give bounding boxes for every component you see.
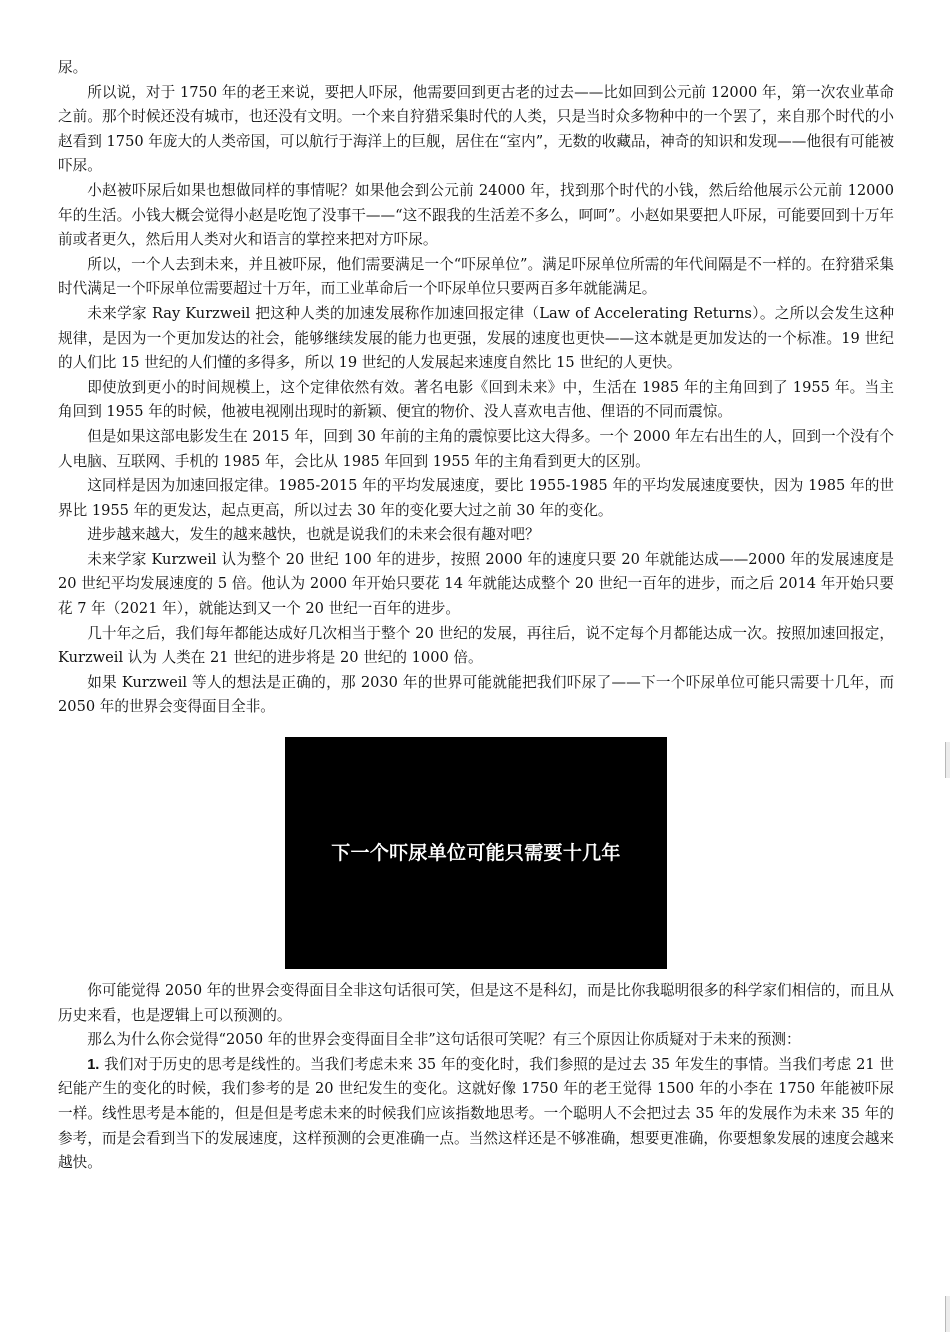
paragraph: 所以，一个人去到未来，并且被吓尿，他们需要满足一个“吓尿单位”。满足吓尿单位所需的年代间隔是不一样的。在狩猎采集时代满足一个吓尿单位需要超过十万年，而工业革命后一个吓尿单位只要两百多年就能满足。 bbox=[58, 255, 894, 298]
numbered-point bbox=[58, 1053, 894, 1176]
figure-image bbox=[285, 737, 667, 969]
document-page bbox=[58, 56, 894, 1176]
paragraph: 那么为什么你会觉得“2050 年的世界会变得面目全非”这句话很可笑呢？有三个原因让你质疑对于未来的预测： bbox=[87, 1031, 801, 1049]
page-edge-mark bbox=[945, 742, 950, 778]
paragraph: 进步越来越大，发生的越来越快，也就是说我们的未来会很有趣对吧？ bbox=[87, 526, 540, 544]
paragraph: 如果 Kurzweil 等人的想法是正确的，那 2030 年的世界可能就能把我们吓尿了——下一个吓尿单位可能只需要十几年，而 2050 年的世界会变得面目全非。 bbox=[58, 673, 894, 716]
point-number: 1. bbox=[87, 1056, 100, 1073]
paragraph: 即使放到更小的时间规模上，这个定律依然有效。著名电影《回到未来》中，生活在 1985 年的主角回到了 1955 年。当主角回到 1955 年的时候，他被电视刚出现时的新颖、便宜的物价、没人喜欢电吉他、俚语的不同而震惊。 bbox=[58, 378, 894, 421]
paragraph: 但是如果这部电影发生在 2015 年，回到 30 年前的主角的震惊要比这大得多。一个 2000 年左右出生的人，回到一个没有个人电脑、互联网、手机的 1985 年，会比从 1985 年回到 1955 年的主角看到更大的区别。 bbox=[58, 427, 894, 470]
page-edge-mark bbox=[945, 1296, 950, 1332]
paragraph: 这同样是因为加速回报定律。1985-2015 年的平均发展速度，要比 1955-1985 年的平均发展速度要快，因为 1985 年的世界比 1955 年的更发达，起点更高，所以过去 30 年的变化要大过之前 30 年的变化。 bbox=[58, 477, 894, 519]
figure-caption: 下一个吓尿单位可能只需要十几年 bbox=[331, 841, 621, 864]
paragraph: 所以说，对于 1750 年的老王来说，要把人吓尿，他需要回到更古老的过去——比如回到公元前 12000 年，第一次农业革命之前。那个时候还没有城市，也还没有文明。一个来自狩猎采集时代的人类，只是当时众多物种中的一个罢了，来自那个时代的小赵看到 1750 年庞大的人类帝国，可以航行于海洋上的巨舰，居住在“室内”，无数的收藏品，神奇的知识和发现——他很有可能被吓尿。 bbox=[58, 83, 894, 175]
paragraph: 未来学家 Ray Kurzweil 把这种人类的加速发展称作加速回报定律（Law of Accelerating Returns）。之所以会发生这种规律，是因为一个更加发达的社会，能够继续发展的能力也更强，发展的速度也更快——这本就是更加发达的一个标准。19 世纪的人们比 15 世纪的人们懂的多得多，所以 19 世纪的人发展起来速度自然比 15 世纪的人更快。 bbox=[58, 304, 894, 372]
paragraph: 几十年之后，我们每年都能达成好几次相当于整个 20 世纪的发展，再往后，说不定每个月都能达成一次。按照加速回报定，Kurzweil 认为 人类在 21 世纪的进步将是 20 世纪的 1000 倍。 bbox=[58, 624, 894, 667]
point-text: 我们对于历史的思考是线性的。当我们考虑未来 35 年的变化时，我们参照的是过去 35 年发生的事情。当我们考虑 21 世纪能产生的变化的时候，我们参考的是 20 世纪发生的变化。这就好像 1750 年的老王觉得 1500 年的小李在 1750 年能被吓尿一样。线性思考是本能的，但是但是考虑未来的时候我们应该指数地思考。一个聪明人不会把过去 35 年的发展作为未来 35 年的参考，而是会看到当下的发展速度，这样预测的会更准确一点。当然这样还是不够准确，想要更准确，你要想象发展的速度会越来越快。 bbox=[58, 1055, 894, 1172]
paragraph-continuation: 尿。 bbox=[58, 59, 88, 76]
paragraph: 你可能觉得 2050 年的世界会变得面目全非这句话很可笑，但是这不是科幻，而是比你我聪明很多的科学家们相信的，而且从历史来看，也是逻辑上可以预测的。 bbox=[58, 982, 894, 1024]
paragraph: 未来学家 Kurzweil 认为整个 20 世纪 100 年的进步，按照 2000 年的速度只要 20 年就能达成——2000 年的发展速度是 20 世纪平均发展速度的 5 倍。他认为 2000 年开始只要花 14 年就能达成整个 20 世纪一百年的进步，而之后 2014 年开始只要花 7 年（2021 年），就能达到又一个 20 世纪一百年的进步。 bbox=[58, 550, 894, 618]
paragraph: 小赵被吓尿后如果也想做同样的事情呢？如果他会到公元前 24000 年，找到那个时代的小钱，然后给他展示公元前 12000 年的生活。小钱大概会觉得小赵是吃饱了没事干——“这不跟我的生活差不多么，呵呵”。小赵如果要把人吓尿，可能要回到十万年前或者更久，然后用人类对火和语言的掌控来把对方吓尿。 bbox=[58, 181, 894, 249]
